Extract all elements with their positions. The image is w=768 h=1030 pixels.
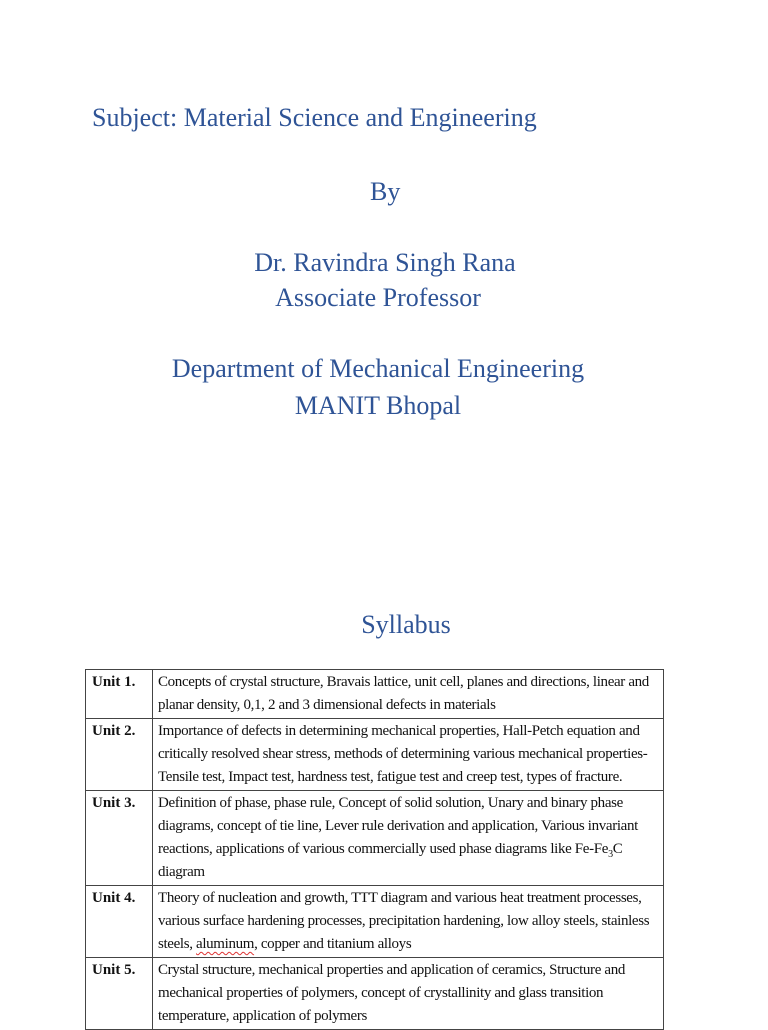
unit-label: Unit 4.	[86, 886, 153, 958]
unit-text: Theory of nucleation and growth, TTT diagram and various heat treatment processes, various surface hardening processes, precipitation hardening, low alloy steels, stainless steels,	[158, 890, 650, 952]
subject-title: Subject: Material Science and Engineering	[92, 103, 537, 132]
table-row	[86, 670, 664, 719]
institute-name: MANIT Bhopal	[294, 391, 462, 420]
author-name: Dr. Ravindra Singh Rana	[254, 248, 516, 277]
unit-description	[153, 886, 664, 958]
unit-text: , copper and titanium alloys	[254, 936, 412, 952]
syllabus-heading: Syllabus	[361, 610, 451, 639]
syllabus-table	[85, 669, 664, 1030]
unit-description: Crystal structure, mechanical properties and application of ceramics, Structure and mechanical properties of polymers, concept of crystallinity and glass transition temperature, application of polymers	[153, 958, 664, 1030]
unit-description	[153, 791, 664, 886]
unit-label: Unit 5.	[86, 958, 153, 1030]
unit-label: Unit 3.	[86, 791, 153, 886]
table-row	[86, 719, 664, 791]
unit-description: Importance of defects in determining mechanical properties, Hall-Petch equation and critically resolved shear stress, methods of determining various mechanical properties-Tensile test, Impact test, hardness test, fatigue test and creep test, types of fracture.	[153, 719, 664, 791]
unit-text: Definition of phase, phase rule, Concept of solid solution, Unary and binary phase diagrams, concept of tie line, Lever rule derivation and application, Various invariant reactions, applications of various commercially used phase diagrams like Fe-Fe	[158, 795, 638, 857]
unit-label: Unit 1.	[86, 670, 153, 719]
table-row	[86, 958, 664, 1030]
spellcheck-flagged-word: aluminum	[196, 936, 255, 952]
unit-label: Unit 2.	[86, 719, 153, 791]
subscript: 3	[608, 849, 613, 860]
author-designation: Associate Professor	[275, 283, 481, 312]
table-row	[86, 791, 664, 886]
department-name: Department of Mechanical Engineering	[171, 354, 585, 383]
unit-text: C diagram	[158, 841, 623, 880]
unit-description: Concepts of crystal structure, Bravais lattice, unit cell, planes and directions, linear and planar density, 0,1, 2 and 3 dimensional defects in materials	[153, 670, 664, 719]
table-row	[86, 886, 664, 958]
by-label: By	[370, 177, 401, 206]
